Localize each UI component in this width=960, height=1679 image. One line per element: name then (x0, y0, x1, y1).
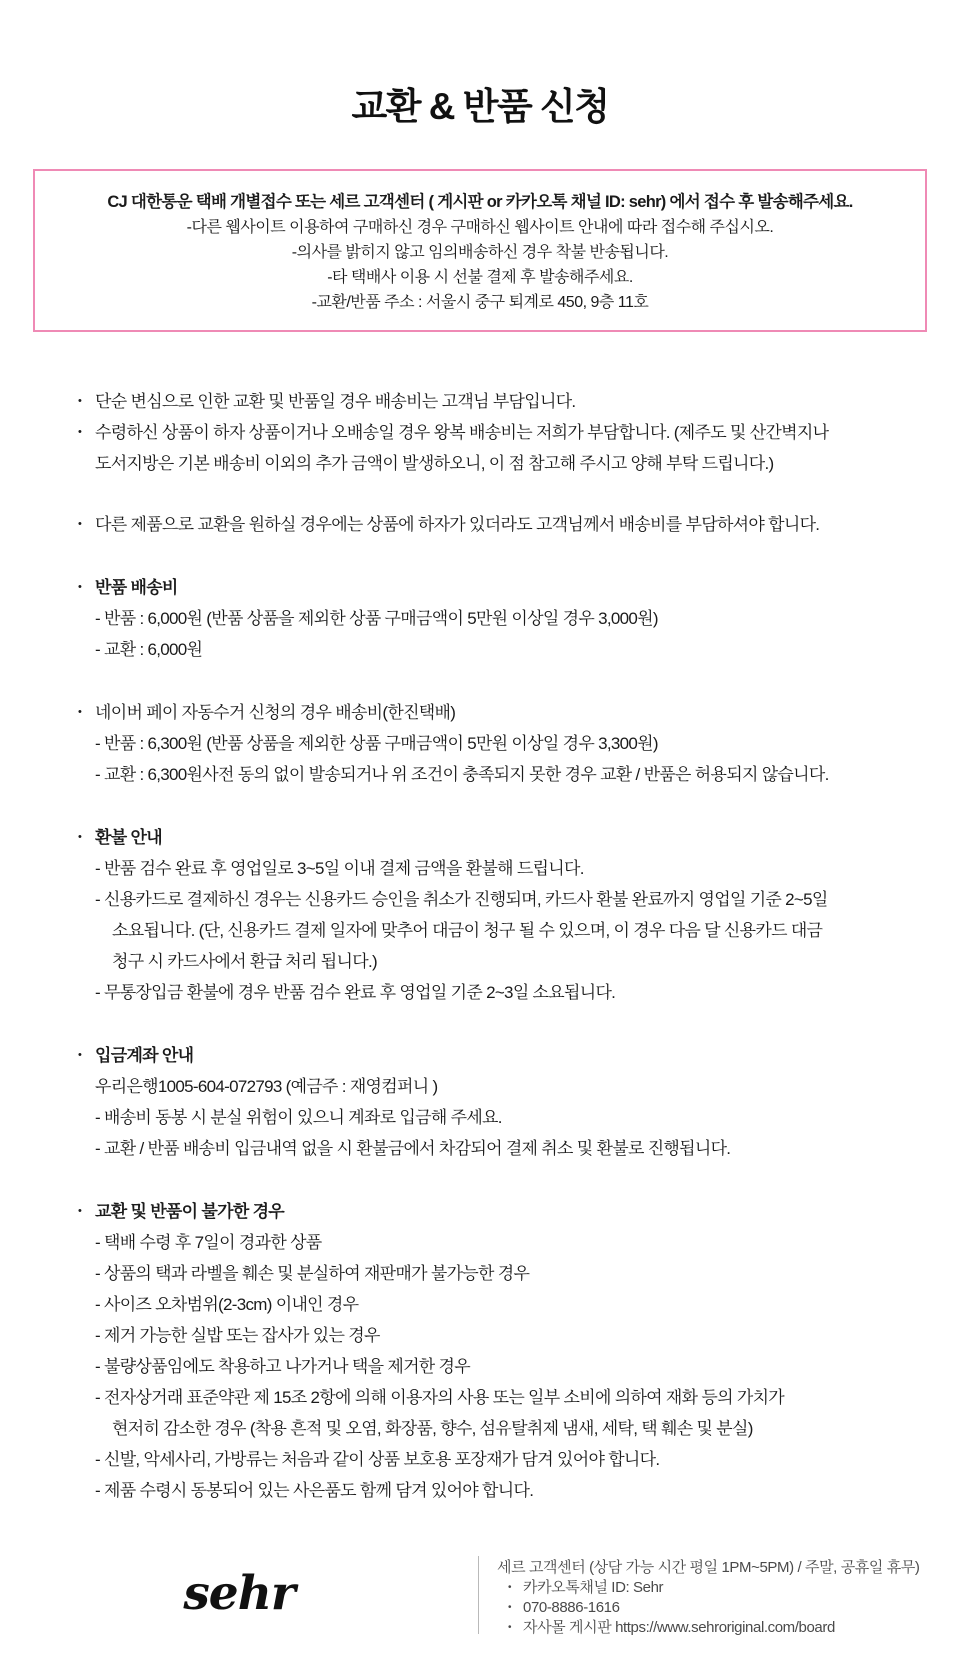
policy-line: - 교환 : 6,000원 (95, 640, 203, 659)
section-heading-bank-account (78, 1040, 924, 1071)
bullet-icon: • (78, 581, 82, 593)
bullet-icon: • (78, 831, 82, 843)
policy-text-continuation: 도서지방은 기본 배송비 이외의 추가 금액이 발생하오니, 이 점 참고해 주시고 양해 부탁 드립니다.) (95, 454, 774, 473)
notice-line: -교환/반품 주소 : 서울시 중구 퇴계로 450, 9층 11호 (311, 294, 649, 311)
policy-line: - 제품 수령시 동봉되어 있는 사은품도 함께 담겨 있어야 합니다. (95, 1481, 534, 1500)
policy-content (0, 386, 960, 1506)
section-heading-not-allowed-cases (78, 1196, 924, 1227)
policy-bullet-item (78, 386, 924, 417)
notice-box (33, 169, 927, 332)
notice-line: -다른 웹사이트 이용하여 구매하신 경우 구매하신 웹사이트 안내에 따라 접수해 주십시오. (186, 219, 774, 236)
bullet-icon: • (508, 1622, 512, 1633)
policy-line: - 반품 : 6,300원 (반품 상품을 제외한 상품 구매금액이 5만원 이상일 경우 3,300원) (95, 734, 658, 753)
policy-bullet-item (78, 509, 924, 540)
page-title: 교환 & 반품 신청 (351, 86, 609, 127)
bullet-icon: • (78, 1049, 82, 1061)
policy-line: - 택배 수령 후 7일이 경과한 상품 (95, 1233, 322, 1252)
section-heading-naver-pay-pickup (78, 697, 924, 728)
policy-line: - 반품 : 6,000원 (반품 상품을 제외한 상품 구매금액이 5만원 이상일 경우 3,000원) (95, 609, 658, 628)
bullet-icon: • (508, 1582, 512, 1593)
bullet-icon: • (508, 1602, 512, 1613)
section-heading-text: 입금계좌 안내 (95, 1046, 194, 1065)
bank-account-number: 우리은행1005-604-072793 (예금주 : 재영컴퍼니 ) (95, 1077, 438, 1096)
footer-info-item (497, 1598, 920, 1618)
bullet-icon: • (78, 426, 82, 438)
policy-line: - 제거 가능한 실밥 또는 잡사가 있는 경우 (95, 1326, 380, 1345)
policy-line: - 신발, 악세사리, 가방류는 처음과 같이 상품 보호용 포장재가 담겨 있어야 합니다. (95, 1450, 660, 1469)
policy-line: - 교환 : 6,300원사전 동의 없이 발송되거나 위 조건이 충족되지 못한 경우 교환 / 반품은 허용되지 않습니다. (95, 765, 829, 784)
footer-info-item (497, 1578, 920, 1598)
section-heading-refund-guide (78, 822, 924, 853)
policy-line: - 신용카드로 결제하신 경우는 신용카드 승인을 취소가 진행되며, 카드사 환불 완료까지 영업일 기준 2~5일 (95, 890, 828, 909)
policy-line: - 무통장입금 환불에 경우 반품 검수 완료 후 영업일 기준 2~3일 소요됩니다. (95, 983, 616, 1002)
policy-text: 수령하신 상품이 하자 상품이거나 오배송일 경우 왕복 배송비는 저희가 부담합니다. (제주도 및 산간벽지나 (95, 423, 829, 442)
policy-line: - 불량상품임에도 착용하고 나가거나 택을 제거한 경우 (95, 1357, 470, 1376)
customer-center-hours: 세르 고객센터 (상담 가능 시간 평일 1PM~5PM) / 주말, 공휴일 휴무) (497, 1559, 920, 1576)
footer (0, 1556, 960, 1638)
policy-line-continuation: 현저히 감소한 경우 (착용 흔적 및 오염, 화장품, 향수, 섬유탈취제 냄새, 세탁, 택 훼손 및 분실) (112, 1419, 753, 1438)
policy-line: - 배송비 동봉 시 분실 위험이 있으니 계좌로 입금해 주세요. (95, 1108, 502, 1127)
section-heading-text: 교환 및 반품이 불가한 경우 (95, 1202, 285, 1221)
policy-text: 단순 변심으로 인한 교환 및 반품일 경우 배송비는 고객님 부담입니다. (95, 392, 576, 411)
policy-line: - 교환 / 반품 배송비 입금내역 없을 시 환불금에서 차감되어 결제 취소 및 환불로 진행됩니다. (95, 1139, 731, 1158)
customer-center-info (479, 1556, 920, 1638)
notice-line: -의사를 밝히지 않고 임의배송하신 경우 착불 반송됩니다. (291, 244, 669, 261)
notice-headline: CJ 대한통운 택배 개별접수 또는 세르 고객센터 ( 게시판 or 카카오톡 채널 ID: sehr) 에서 접수 후 발송해주세요. (107, 193, 853, 211)
section-heading-return-shipping-fee (78, 572, 924, 603)
footer-info-item (497, 1618, 920, 1638)
notice-line: -타 택배사 이용 시 선불 결제 후 발송해주세요. (327, 269, 633, 286)
bullet-icon: • (78, 518, 82, 530)
policy-line: - 상품의 택과 라벨을 훼손 및 분실하여 재판매가 불가능한 경우 (95, 1264, 530, 1283)
policy-line: - 전자상거래 표준약관 제 15조 2항에 의해 이용자의 사용 또는 일부 소비에 의하여 재화 등의 가치가 (95, 1388, 785, 1407)
bullet-icon: • (78, 1205, 82, 1217)
bullet-icon: • (78, 706, 82, 718)
policy-text: 다른 제품으로 교환을 원하실 경우에는 상품에 하자가 있더라도 고객님께서 배송비를 부담하셔야 합니다. (95, 515, 820, 534)
section-heading-text: 반품 배송비 (95, 578, 178, 597)
section-heading-text: 네이버 페이 자동수거 신청의 경우 배송비(한진택배) (95, 703, 456, 722)
policy-line: - 사이즈 오차범위(2-3cm) 이내인 경우 (95, 1295, 359, 1314)
board-url: 자사몰 게시판 https://www.sehroriginal.com/board (523, 1619, 835, 1636)
policy-bullet-item (78, 417, 924, 448)
bullet-icon: • (78, 395, 82, 407)
phone-number: 070-8886-1616 (523, 1599, 620, 1616)
policy-line: - 반품 검수 완료 후 영업일로 3~5일 이내 결제 금액을 환불해 드립니다. (95, 859, 584, 878)
section-heading-text: 환불 안내 (95, 828, 162, 847)
kakao-channel-id: 카카오톡채널 ID: Sehr (523, 1579, 664, 1596)
brand-logo-sehr: sehr (183, 1566, 295, 1621)
policy-line-continuation: 청구 시 카드사에서 환급 처리 됩니다.) (112, 952, 377, 971)
policy-line-continuation: 소요됩니다. (단, 신용카드 결제 일자에 맞추어 대금이 청구 될 수 있으며, 이 경우 다음 달 신용카드 대금 (112, 921, 823, 940)
